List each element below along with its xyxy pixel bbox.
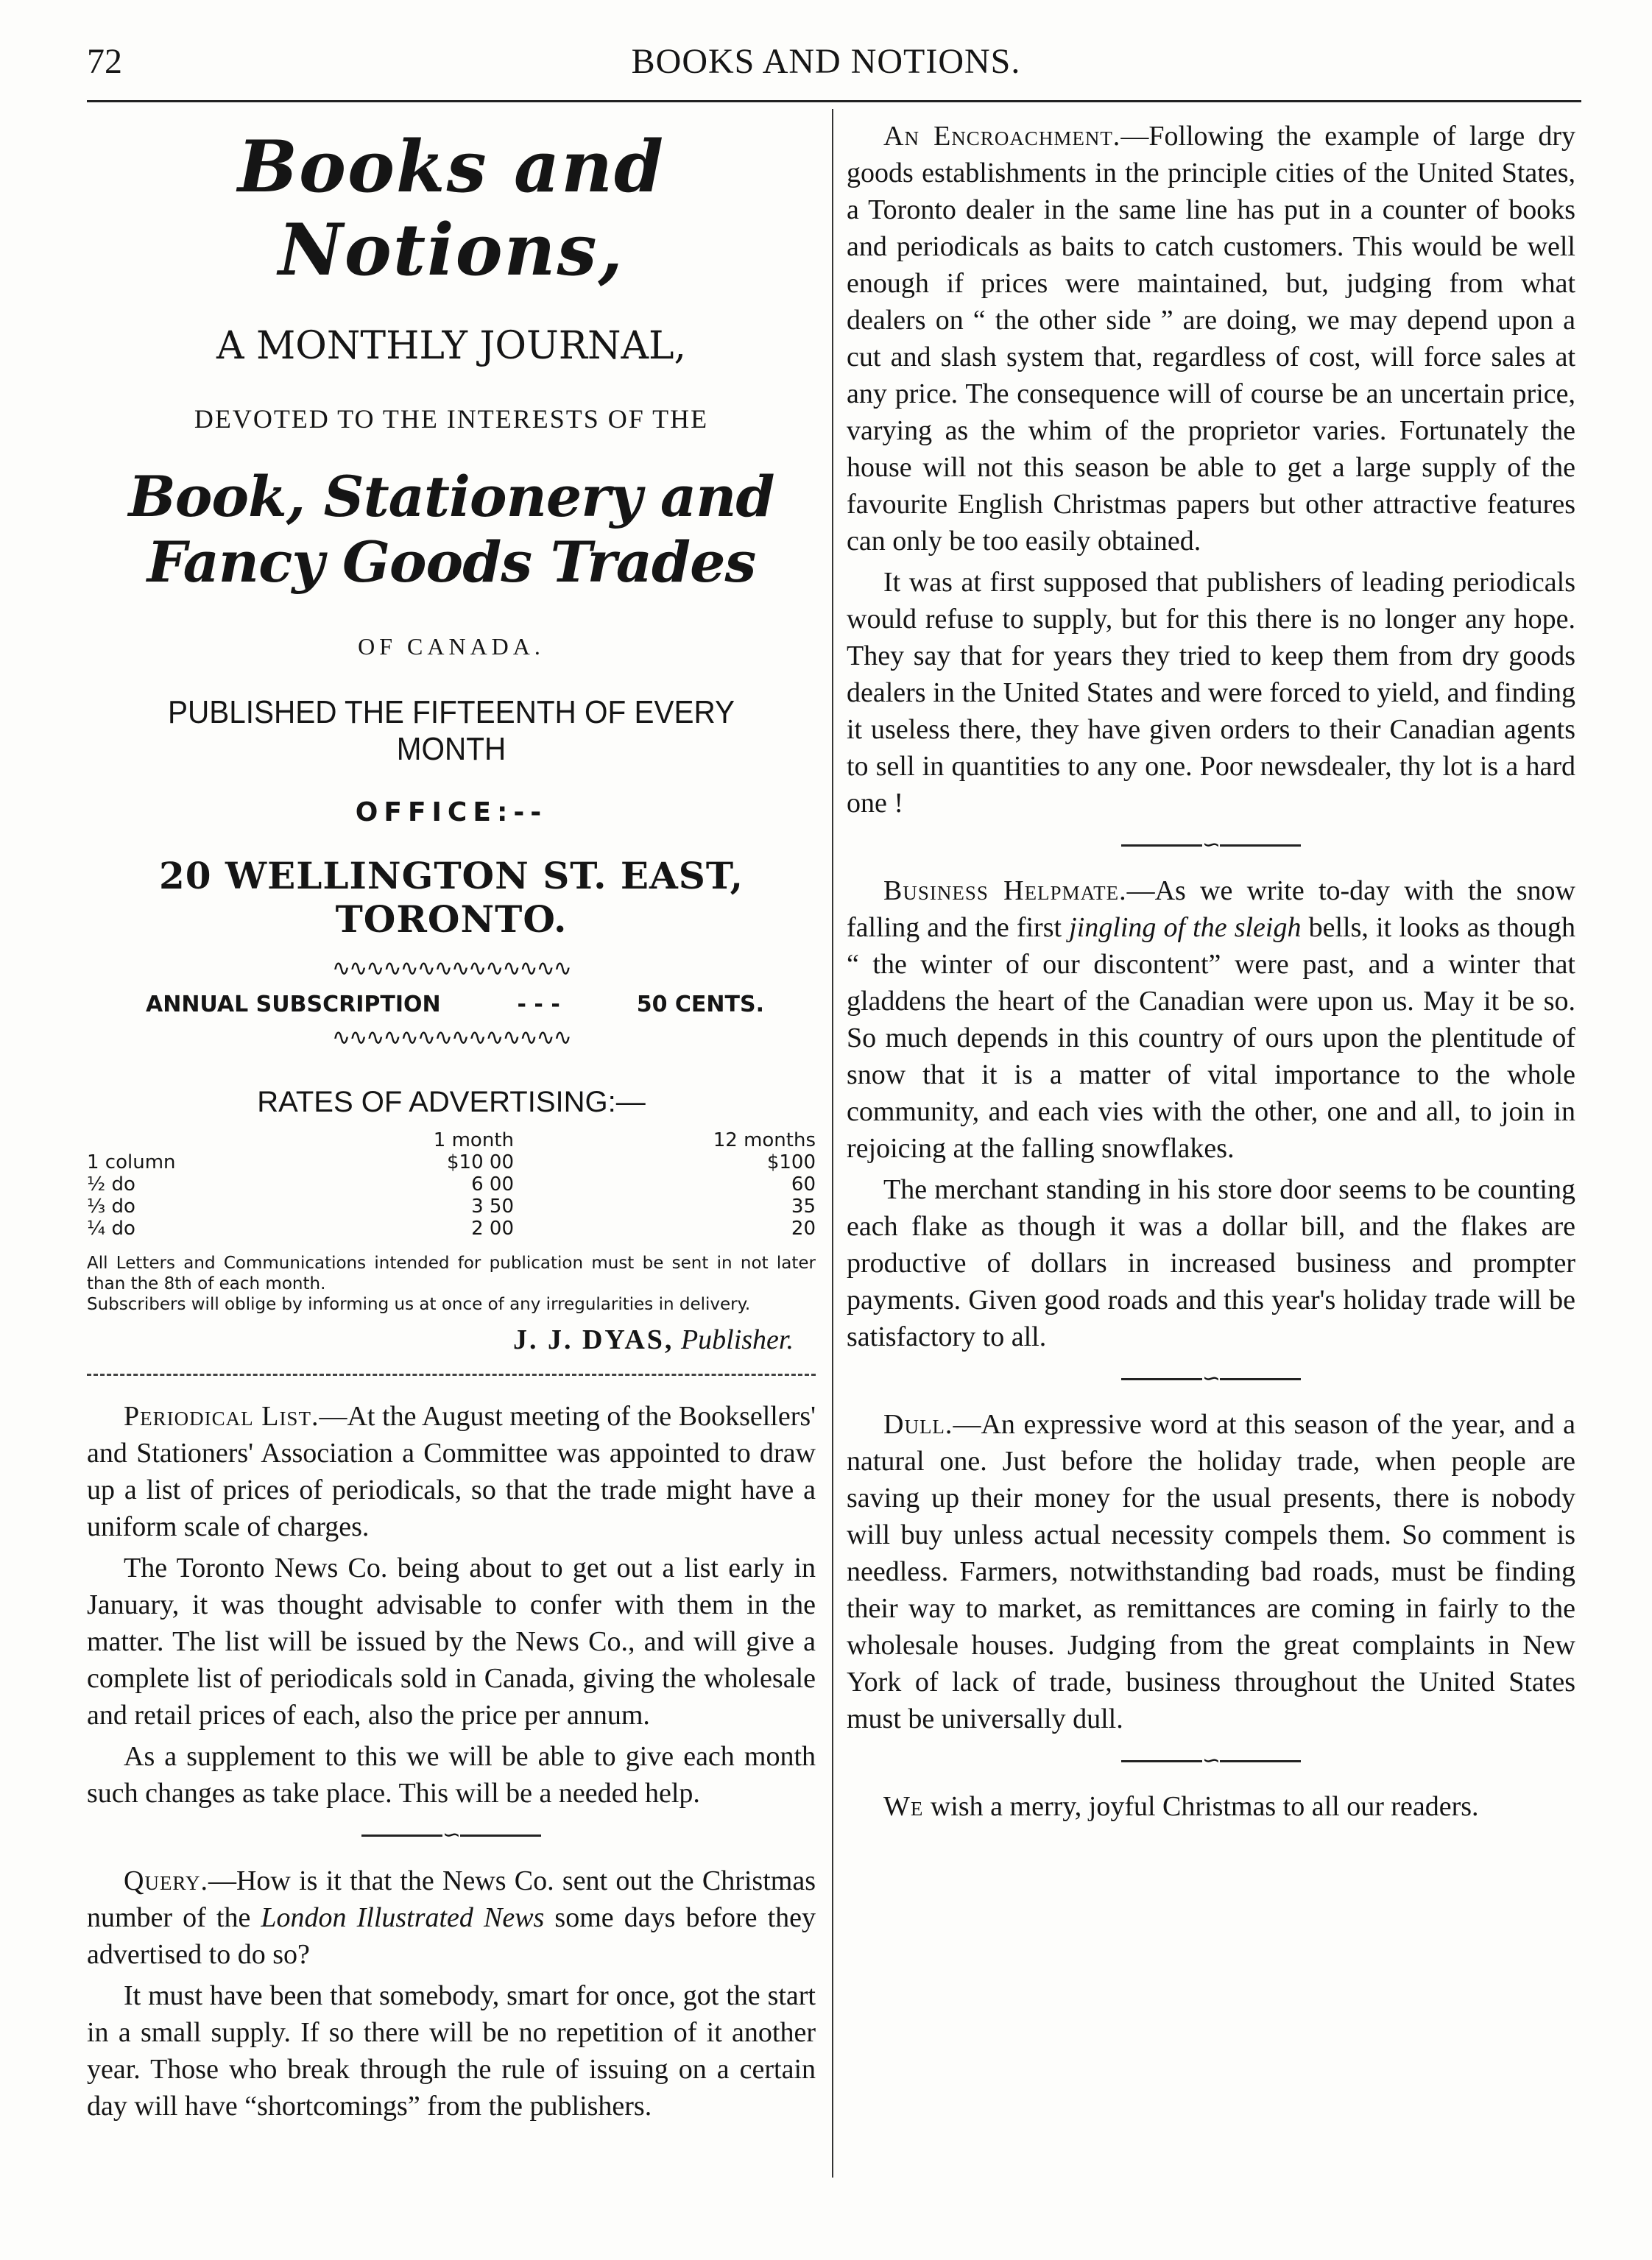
left-column <box>87 118 816 2125</box>
publisher-line <box>87 1324 816 1356</box>
article-encroachment: An Encroachment.—Following the example of large dry goods establishments in the principle cities of the United States, a Toronto dealer in the same line has put in a counter of books and periodicals as baits to catch customers. This would be well enough if prices were maintained, but, judging from what dealers on “ the other side ” are doing, we may depend upon a cut and slash system that, regardless of cost, will force sales at any price. The consequence will of course be an uncertain price, varying as the whim of the proprietor varies. Fortunately the house will not this season be able to get a large supply of the favourite English Christmas papers but other attractive features can only be too easily obtained. It was at first supposed that publishers of leading periodicals would refuse to supply, but for this there is no longer any hope. They say that for years they tried to keep them from dry goods dealers in the United States and were forced to yield, and finding it useless there, they have given orders to their Canadian agents to sell in quantities to any one. Poor newsdealer, thy lot is a hard one ! <box>847 121 1575 819</box>
rates-table <box>87 1129 816 1240</box>
article-heading: An Encroachment. <box>883 121 1121 152</box>
section-separator: ∽ <box>847 1748 1575 1773</box>
section-separator: ∽ <box>847 832 1575 858</box>
right-column <box>847 118 1575 1825</box>
article-periodical-list: Periodical List.—At the August meeting of the Booksellers' and Stationers' Association a Committee was appointed to draw up a list of prices of periodicals, so that the trade might have a uniform scale of charges. The Toronto News Co. being about to get out a list early in January, it was thought advisable to confer with them in the matter. The list will be issued by the News Co., and will give a complete list of periodicals sold in Canada, giving the wholesale and retail prices of each, also the price per annum. As a supplement to this we will be able to give each month such changes as take place. This will be a needed help. <box>87 1401 816 1809</box>
running-head: BOOKS AND NOTIONS. <box>631 42 1021 81</box>
article-business-helpmate: Business Helpmate.—As we write to-day with the snow falling and the first jingling of the sleigh bells, it looks as though “ the winter of our discontent” were past, and a winter that gladdens the heart of the Canadian were upon us. May it be so. So much depends in this country of ours upon the plentitude of snow that it is a matter of vital importance to the whole community, and each vies with the other, one and all, to join in rejoicing at the falling snowflakes. The merchant standing in his store door seems to be counting each flake as though it was a dollar bill, and the flakes are productive of dollars in increased business and prompter payments. Given good roads and this year's holiday trade will be satisfactory to all. <box>847 875 1575 1352</box>
wavy-ornament: ∿∿∿∿∿∿∿∿∿∿∿∿∿∿ <box>332 956 571 981</box>
fine-print <box>87 1253 816 1315</box>
masthead-published: PUBLISHED THE FIFTEENTH OF EVERY MONTH <box>167 694 735 767</box>
masthead-canada: OF CANADA. <box>358 633 545 660</box>
masthead-title: Books and Notions, <box>237 125 666 292</box>
section-separator: ∽ <box>847 1366 1575 1391</box>
article-heading: Query. <box>124 1865 208 1896</box>
masthead-address: 20 WELLINGTON ST. EAST, TORONTO. <box>158 854 744 941</box>
article-heading: Periodical List. <box>124 1401 320 1432</box>
masthead-devoted: DEVOTED TO THE INTERESTS OF THE <box>194 404 709 434</box>
article-dull: Dull.—An expressive word at this season of the year, and a natural one. Just before the holiday trade, when people are saving up their money for the usual presents, there is nobody will buy unless actual necessity compels them. So comment is needless. Farmers, notwithstanding bad roads, must be finding their way to market, as remittances are coming in fairly to the wholesale houses. Judging from the great complaints in New York of lack of trade, business throughout the United States must be universally dull. <box>847 1409 1575 1734</box>
section-separator: ∽ <box>87 1822 816 1848</box>
masthead <box>87 125 816 1376</box>
note-letters: All Letters and Communications intended for publication must be sent in not later than the 8th of each month. <box>87 1254 816 1293</box>
article-heading: Dull. <box>883 1409 953 1440</box>
rates-row: ⅓ do 3 50 35 <box>87 1196 816 1218</box>
rates-row: 1 column $10 00 $100 <box>87 1151 816 1173</box>
article-heading: We <box>883 1791 924 1822</box>
subscription-price: 50 CENTS. <box>636 992 764 1017</box>
rates-row: ½ do 6 00 60 <box>87 1173 816 1196</box>
article-heading: Business Helpmate. <box>883 875 1127 906</box>
article-query: Query.—How is it that the News Co. sent out the Christmas number of the London Illustrated News some days before they advertised to do so? It must have been that somebody, smart for once, got the start in a small supply. If so there will be no repetition of it another year. Those who break through the rule of issuing on a certain day will have “shortcomings” from the publishers. <box>87 1865 816 2122</box>
masthead-subtitle: A MONTHLY JOURNAL, <box>216 324 687 368</box>
masthead-rule <box>87 1374 816 1376</box>
note-subscribers: Subscribers will oblige by informing us at once of any irregularities in delivery. <box>87 1295 751 1314</box>
subscription-line <box>146 992 764 1017</box>
rates-heading: RATES OF ADVERTISING:— <box>257 1086 646 1118</box>
rates-row: ¼ do 2 00 20 <box>87 1218 816 1240</box>
publisher-role: Publisher. <box>680 1324 794 1355</box>
masthead-trades: Book, Stationery and Fancy Goods Trades <box>128 464 774 595</box>
rates-col-12-months: 12 months <box>713 1129 816 1151</box>
subscription-dashes: - - - <box>517 992 560 1017</box>
page-header <box>0 0 1652 88</box>
rates-col-1-month: 1 month <box>433 1129 514 1151</box>
rates-header-row <box>87 1129 816 1151</box>
masthead-office-label: OFFICE:-- <box>355 797 548 827</box>
article-christmas-greeting: We wish a merry, joyful Christmas to all our readers. <box>883 1791 1479 1822</box>
publisher-name: J. J. DYAS, <box>512 1324 674 1355</box>
column-divider <box>832 109 833 2178</box>
header-rule <box>87 100 1581 102</box>
subscription-label: ANNUAL SUBSCRIPTION <box>146 992 441 1017</box>
wavy-ornament: ∿∿∿∿∿∿∿∿∿∿∿∿∿∿ <box>332 1025 571 1050</box>
page-number: 72 <box>87 42 122 81</box>
